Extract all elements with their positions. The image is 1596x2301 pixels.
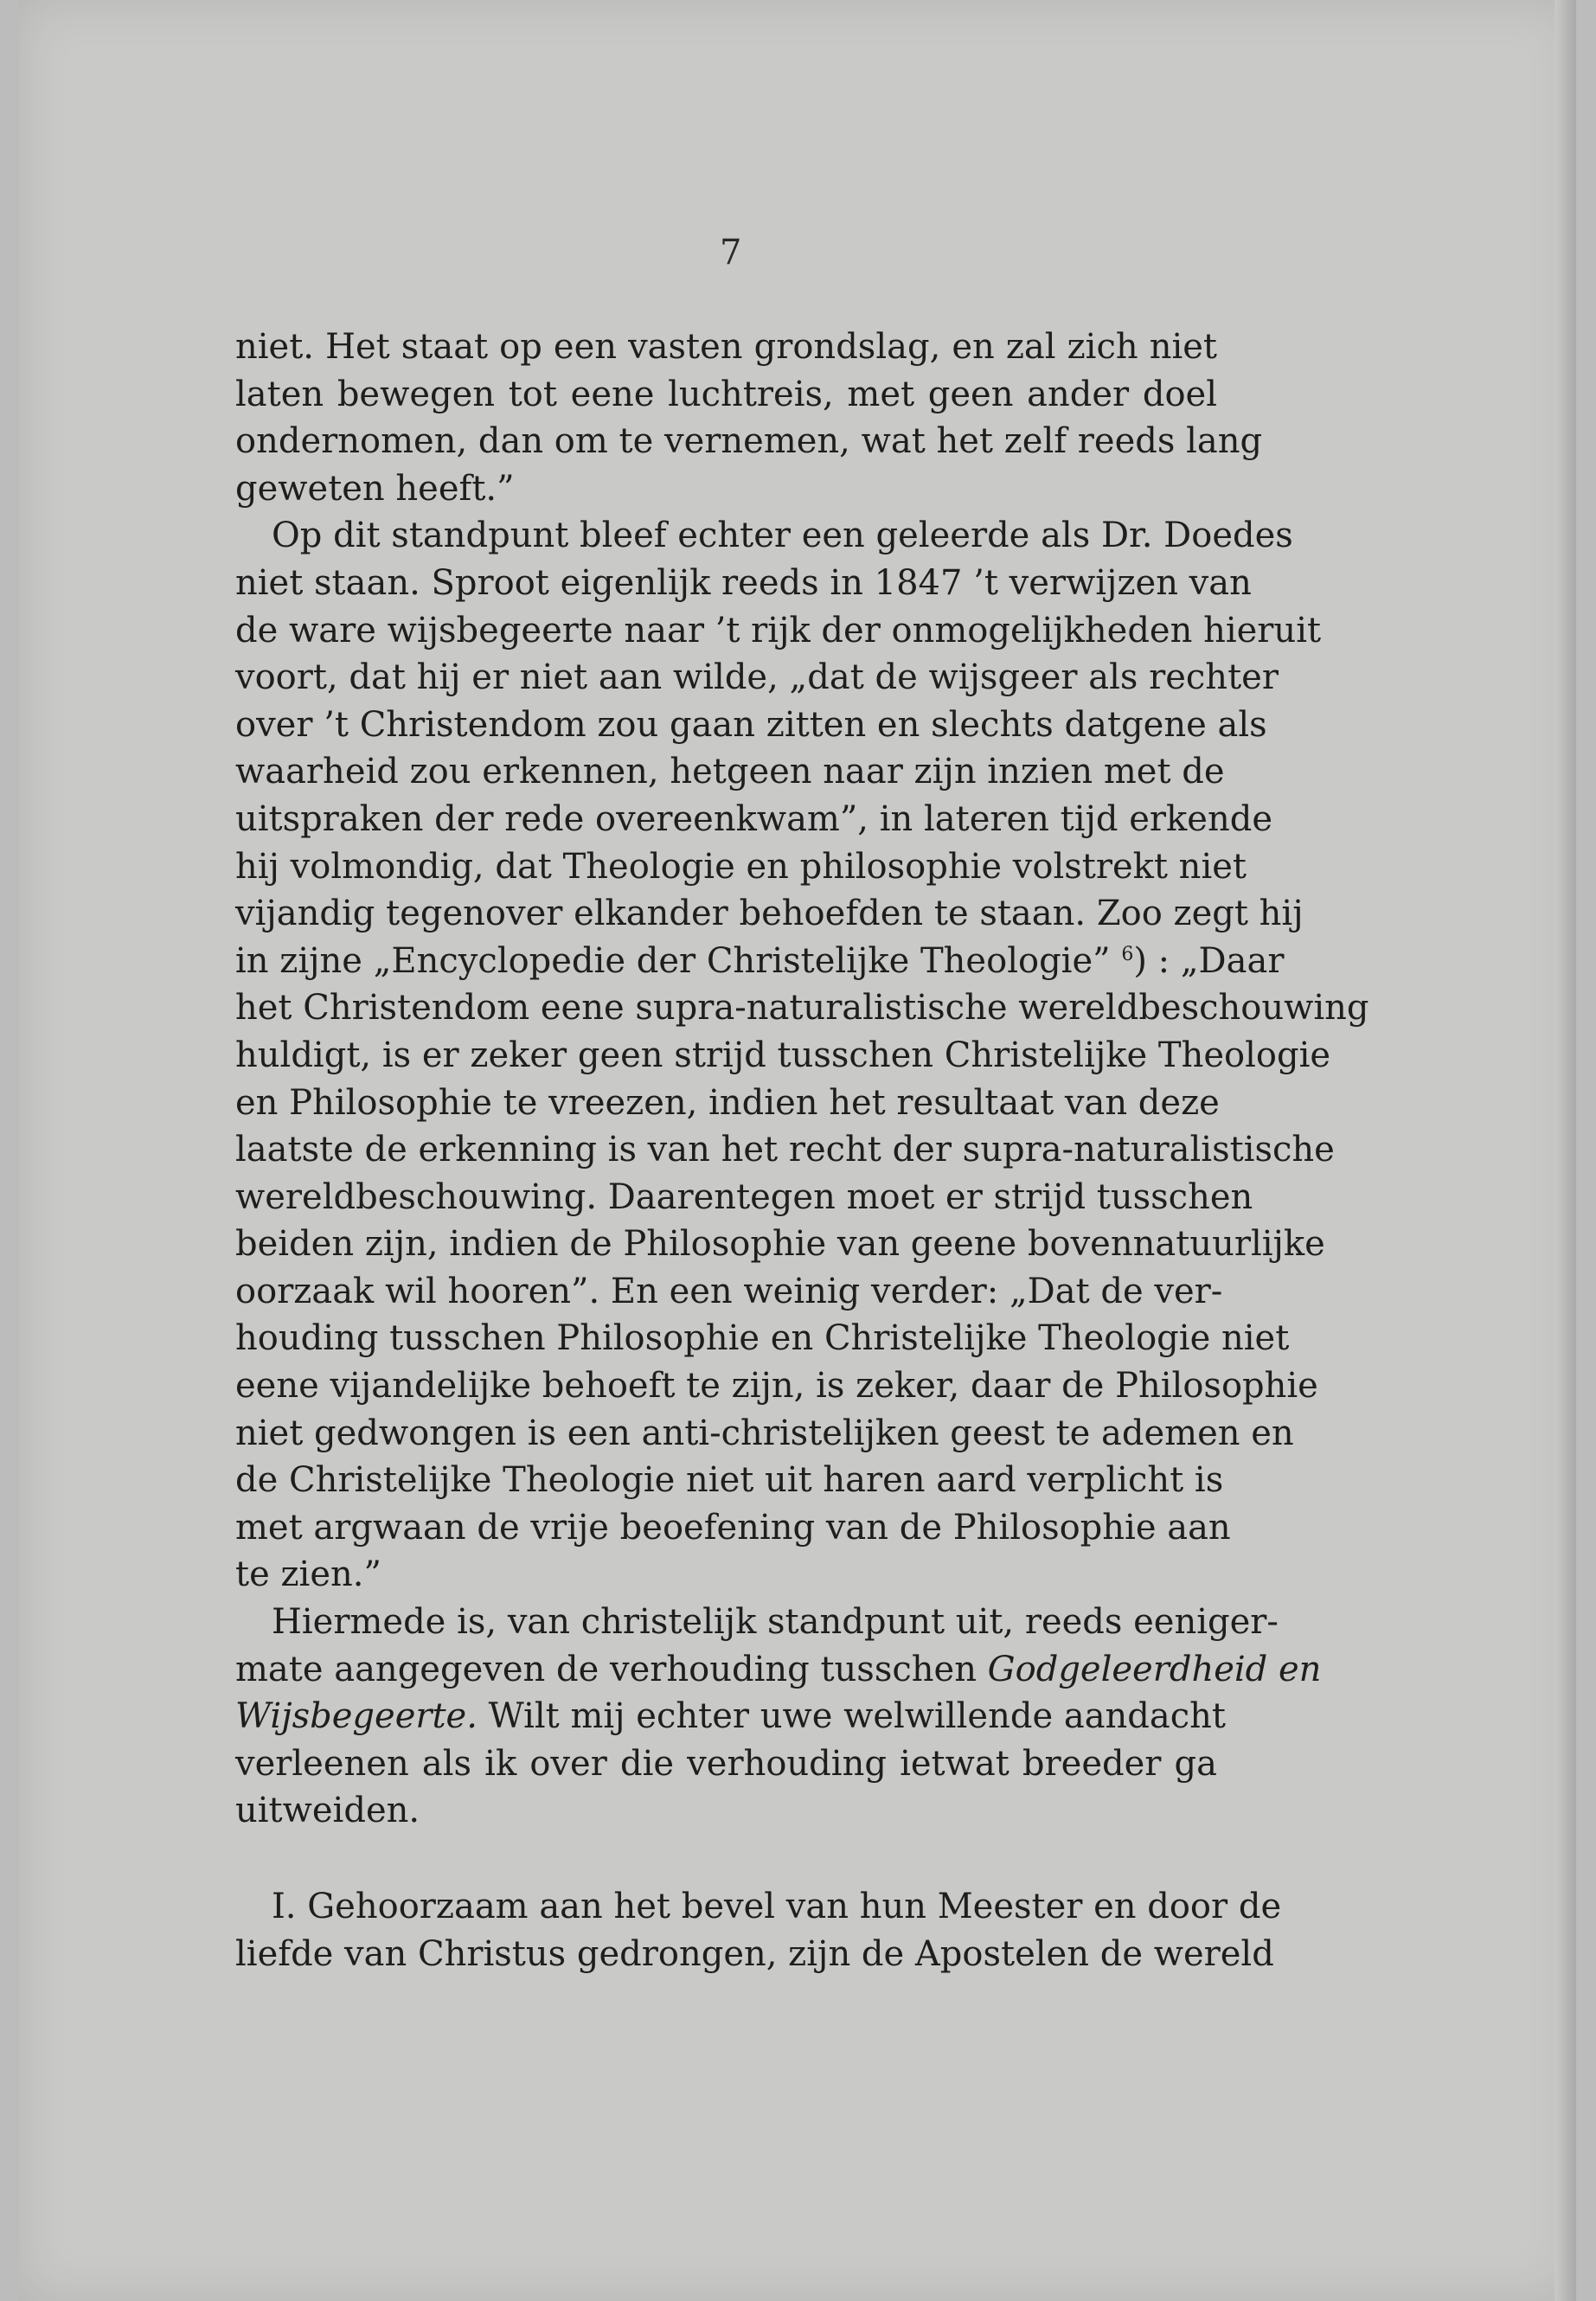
text-line: niet. Het staat op een vasten grondslag, en zal zich niet [235, 327, 1217, 367]
section-gap [235, 1835, 1217, 1883]
text-line: eene vijandelijke behoeft te zijn, is zeker, daar de Philosophie [235, 1366, 1318, 1407]
text-line-with-italics [235, 1646, 1322, 1694]
text-line: met argwaan de vrije beoefening van de Philosophie aan [235, 1507, 1231, 1548]
paragraph-start-line: Hiermede is, van christelijk standpunt uit, reeds eeniger- [272, 1602, 1279, 1643]
section-start-line: I. Gehoorzaam aan het bevel van hun Meester en door de [272, 1887, 1282, 1926]
line-text: mate aangegeven de verhouding tusschen [235, 1649, 977, 1689]
text-line: laatste de erkenning is van het recht der supra-naturalistische [235, 1130, 1335, 1170]
page-number: 7 [720, 233, 742, 272]
paragraph-start-line: Op dit standpunt bleef echter een geleerde als Dr. Doedes [272, 516, 1293, 556]
text-line: huldigt, is er zeker geen strijd tusschen Christelijke Theologie [235, 1035, 1331, 1075]
text-line: voort, dat hij er niet aan wilde, „dat de wijsgeer als rechter [235, 657, 1279, 698]
line-text: ) : „Daar [1133, 940, 1285, 981]
text-line: hij volmondig, dat Theologie en philosophie volstrekt niet [235, 846, 1247, 887]
page-edge-shadow [1554, 0, 1576, 2301]
text-line: en Philosophie te vreezen, indien het resultaat van deze [235, 1082, 1220, 1123]
text-line: houding tusschen Philosophie en Christelijke Theologie niet [235, 1318, 1290, 1359]
text-line-with-italics [235, 1693, 1226, 1740]
text-line: geweten heeft.” [235, 468, 515, 509]
text-line: beiden zijn, indien de Philosophie van geene bovennatuurlijke [235, 1224, 1325, 1265]
italic-term: Godgeleerdheid en [987, 1649, 1322, 1689]
text-line: de ware wijsbegeerte naar ’t rijk der onmogelijkheden hieruit [235, 610, 1322, 651]
text-line: verleenen als ik over die verhouding ietwat breeder ga [235, 1743, 1217, 1784]
footnote-marker[interactable]: 6 [1121, 943, 1134, 965]
text-line: liefde van Christus gedrongen, zijn de Apostelen de wereld [235, 1933, 1274, 1974]
line-text: in zijne „Encyclopedie der Christelijke Theologie” [235, 940, 1111, 981]
text-line: over ’t Christendom zou gaan zitten en slechts datgene als [235, 704, 1267, 745]
book-page [19, 0, 1576, 2301]
text-line: de Christelijke Theologie niet uit haren aard verplicht is [235, 1460, 1224, 1501]
italic-term: Wijsbegeerte. [235, 1696, 478, 1737]
text-line: uitspraken der rede overeenkwam”, in lateren tijd erkende [235, 798, 1272, 839]
text-line: ondernomen, dan om te vernemen, wat het zelf reeds lang [235, 421, 1263, 462]
text-line: uitweiden. [235, 1791, 420, 1831]
text-line: het Christendom eene supra-naturalistische wereldbeschouwing [235, 988, 1369, 1029]
text-line: vijandig tegenover elkander behoefden te staan. Zoo zegt hij [235, 894, 1304, 934]
text-line: te zien.” [235, 1554, 381, 1595]
line-text: Wilt mij echter uwe welwillende aandacht [488, 1696, 1226, 1737]
text-line: niet staan. Sproot eigenlijk reeds in 1847 ’t verwijzen van [235, 562, 1252, 603]
body-text [235, 324, 1369, 1977]
text-line: laten bewegen tot eene luchtreis, met geen ander doel [235, 374, 1217, 414]
text-line-with-footnote [235, 938, 1285, 985]
text-line: oorzaak wil hooren”. En een weinig verder: „Dat de ver- [235, 1271, 1223, 1311]
text-line: wereldbeschouwing. Daarentegen moet er strijd tusschen [235, 1176, 1253, 1217]
text-line: niet gedwongen is een anti-christelijken geest te ademen en [235, 1413, 1294, 1453]
text-line: waarheid zou erkennen, hetgeen naar zijn inzien met de [235, 752, 1225, 792]
